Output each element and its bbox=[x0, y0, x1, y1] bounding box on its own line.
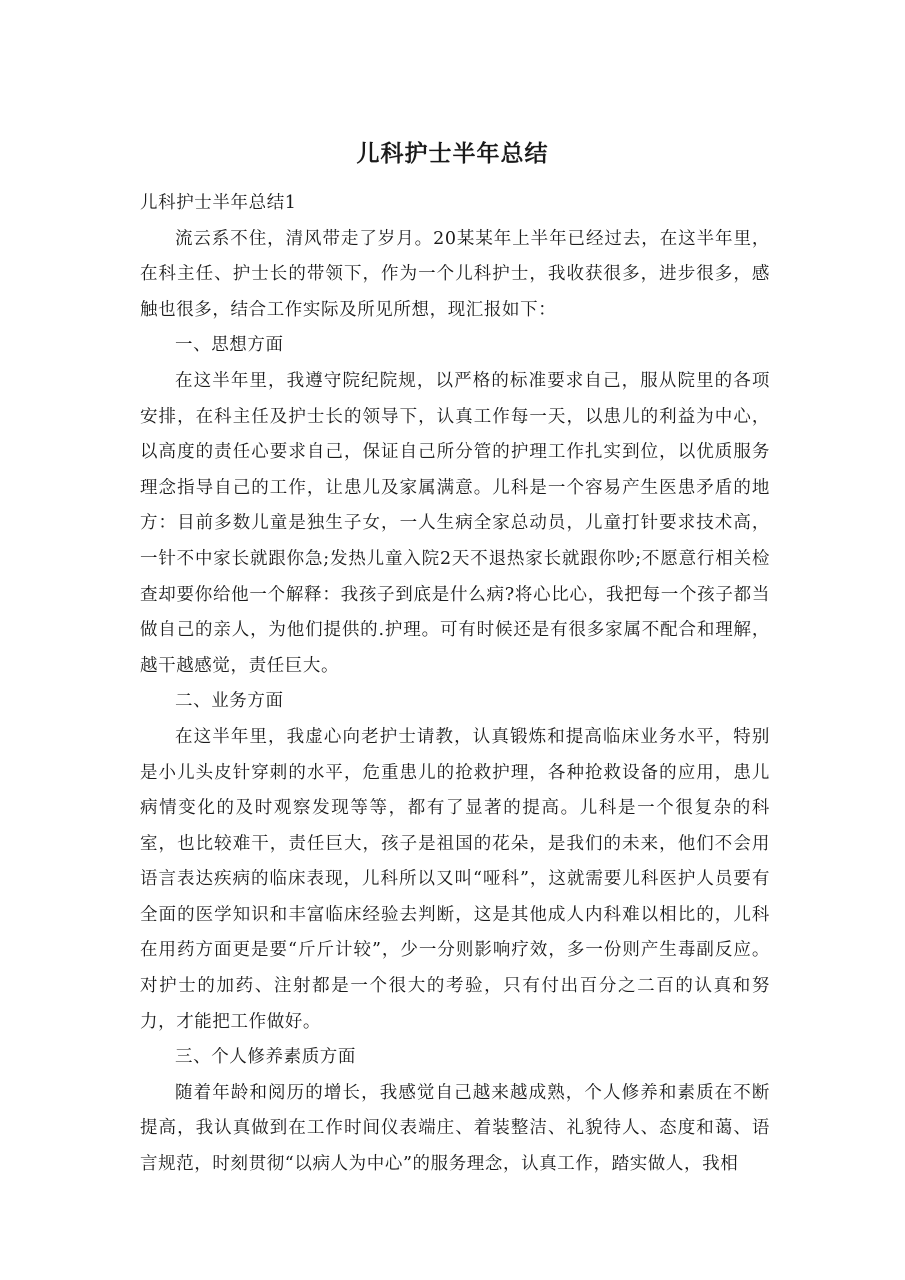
heading-thought: 一、思想方面 bbox=[175, 335, 284, 356]
document-body bbox=[140, 186, 770, 1183]
paragraph-thought: 在这半年里，我遵守院纪院规，以严格的标准要求自己，服从院里的各项安排，在科主任及护士长的领导下，认真工作每一天，以患儿的利益为中心，以高度的责任心要求自己，保证自己所分管的护理工作扎实到位，以优质服务理念指导自己的工作，让患儿及家属满意。儿科是一个容易产生医患矛盾的地方：目前多数儿童是独生子女，一人生病全家总动员，儿童打针要求技术高，一针不中家长就跟你急;发热儿童入院2天不退热家长就跟你吵;不愿意行相关检查却要你给他一个解释：我孩子到底是什么病?将心比心，我把每一个孩子都当做自己的亲人，为他们提供的.护理。可有时候还是有很多家属不配合和理解，越干越感觉，责任巨大。 bbox=[140, 370, 770, 676]
paragraph-personal: 随着年龄和阅历的增长，我感觉自己越来越成熟，个人修养和素质在不断提高，我认真做到在工作时间仪表端庄、着装整洁、礼貌待人、态度和蔼、语言规范，时刻贯彻“以病人为中心”的服务理念，认真工作，踏实做人，我相 bbox=[140, 1082, 770, 1175]
heading-business: 二、业务方面 bbox=[175, 691, 284, 712]
section-subtitle: 儿科护士半年总结1 bbox=[140, 193, 297, 213]
heading-personal: 三、个人修养素质方面 bbox=[175, 1047, 356, 1068]
paragraph-intro: 流云系不住，清风带走了岁月。20某某年上半年已经过去，在这半年里，在科主任、护士长的带领下，作为一个儿科护士，我收获很多，进步很多，感触也很多，结合工作实际及所见所想，现汇报如下： bbox=[140, 228, 770, 320]
document-title: 儿科护士半年总结 bbox=[356, 141, 549, 167]
paragraph-business: 在这半年里，我虚心向老护士请教，认真锻炼和提高临床业务水平，特别是小儿头皮针穿刺的水平，危重患儿的抢救护理，各种抢救设备的应用，患儿病情变化的及时观察发现等等，都有了显著的提高。儿科是一个很复杂的科室，也比较难干，责任巨大，孩子是祖国的花朵，是我们的未来，他们不会用语言表达疾病的临床表现，儿科所以又叫“哑科”，这就需要儿科医护人员要有全面的医学知识和丰富临床经验去判断，这是其他成人内科难以相比的，儿科在用药方面更是要“斤斤计较”，少一分则影响疗效，多一份则产生毒副反应。对护士的加药、注射都是一个很大的考验，只有付出百分之二百的认真和努力，才能把工作做好。 bbox=[140, 726, 770, 1032]
